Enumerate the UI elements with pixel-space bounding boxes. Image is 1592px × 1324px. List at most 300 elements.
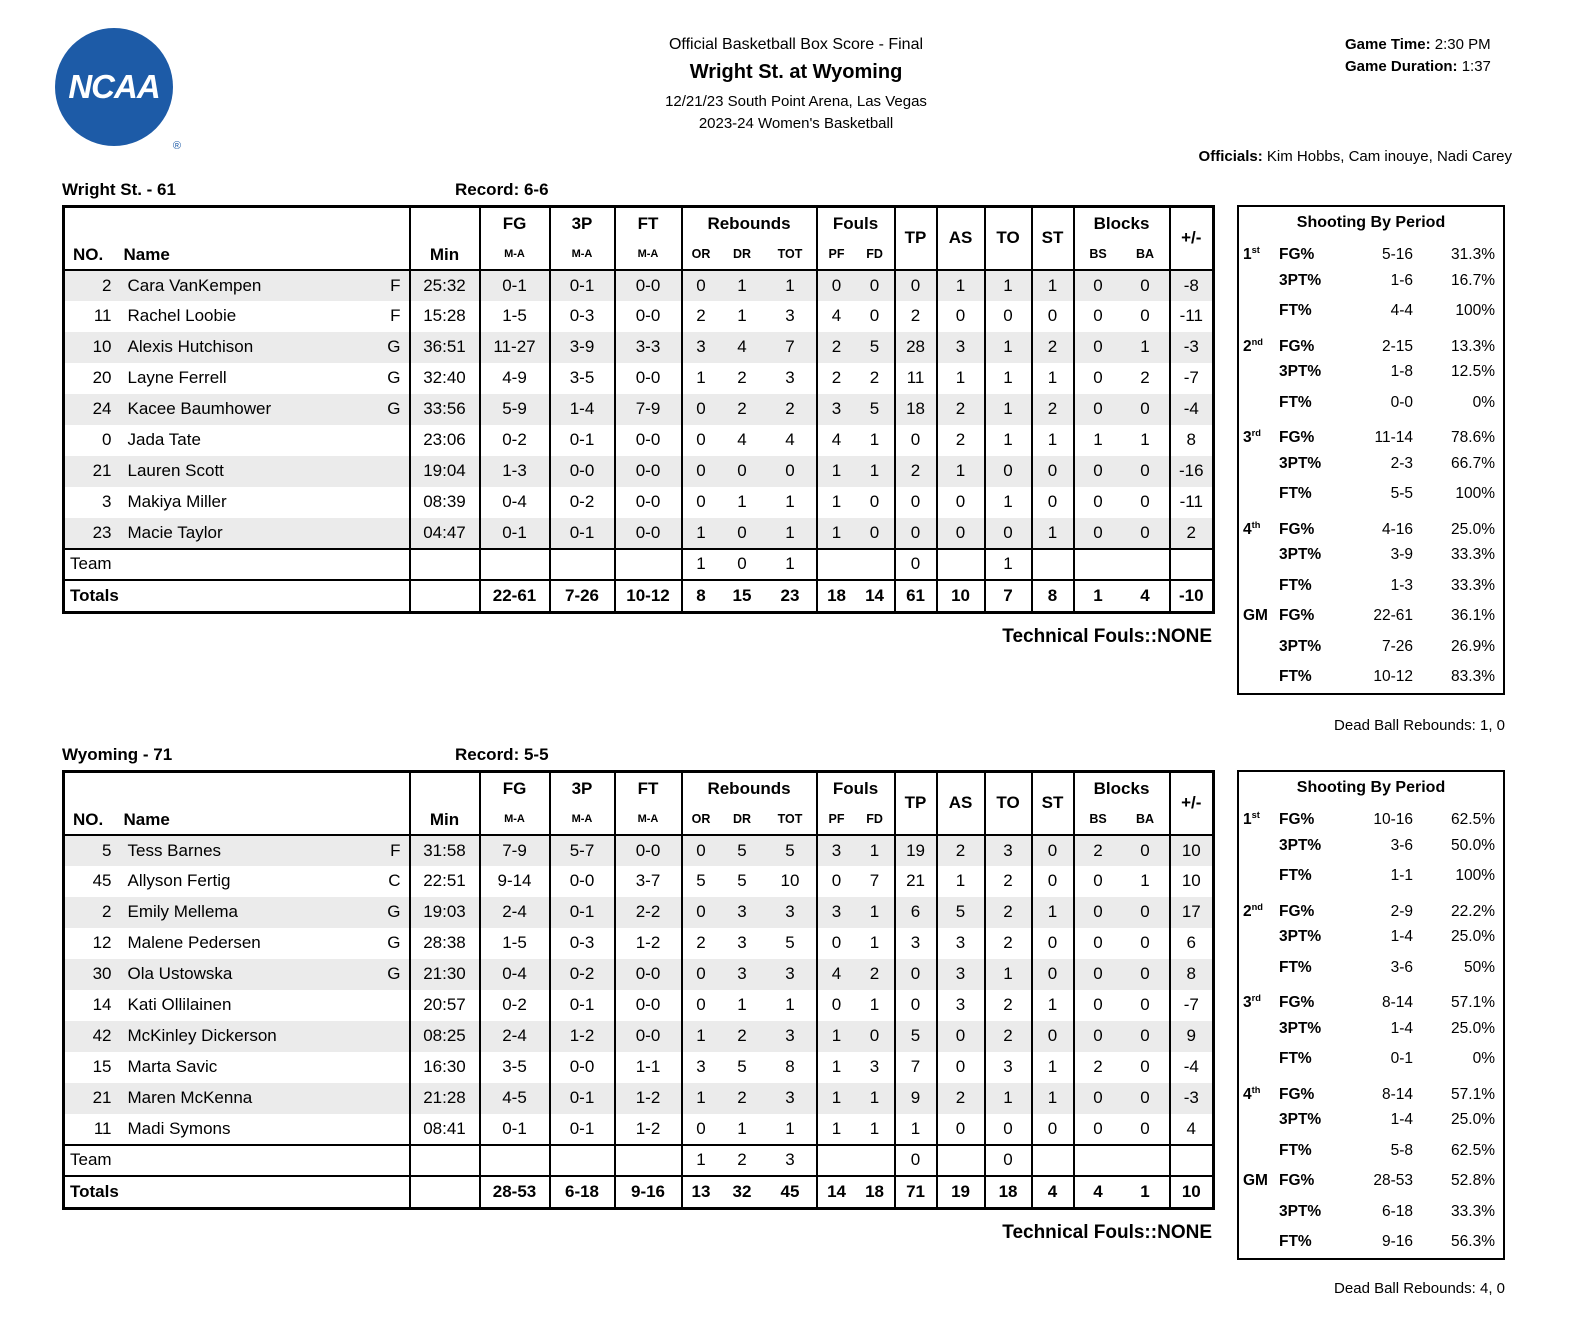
percentage-value: 50.0% xyxy=(1451,836,1495,854)
stat-min: 21:28 xyxy=(410,1083,480,1114)
stat-st: 2 xyxy=(1032,394,1074,425)
stat-as: 3 xyxy=(937,959,985,990)
stat-pm: -11 xyxy=(1179,492,1203,511)
stat-ft: 0-0 xyxy=(615,990,682,1021)
team-stat-tot: 1 xyxy=(765,549,817,580)
col-header-rebounds: Rebounds xyxy=(682,207,817,240)
stat-ft: 1-2 xyxy=(615,928,682,959)
stat-or: 0 xyxy=(696,1118,706,1138)
player-name: Jada Tate xyxy=(127,430,201,449)
player-row xyxy=(64,959,1214,990)
stat-min: 16:30 xyxy=(410,1052,480,1083)
percentage-value: 12.5% xyxy=(1451,363,1495,380)
player-number: 2 xyxy=(102,275,112,295)
stat-st: 1 xyxy=(1032,1083,1074,1114)
player-row xyxy=(64,270,1214,301)
shooting-row xyxy=(1239,1014,1503,1045)
player-row xyxy=(64,301,1214,332)
game-duration-value: 1:37 xyxy=(1461,58,1491,75)
stat-ft: 0-0 xyxy=(615,1021,682,1052)
stat-fg: 2-4 xyxy=(480,897,550,928)
stat-tot: 1 xyxy=(765,1114,817,1145)
stat-tp: 11 xyxy=(895,363,937,394)
player-position: G xyxy=(387,964,401,983)
stat-bs: 0 xyxy=(1093,1026,1103,1045)
game-date-venue: 12/21/23 South Point Arena, Las Vegas xyxy=(665,93,927,110)
shooting-row xyxy=(1239,662,1503,693)
percentage-value: 62.5% xyxy=(1451,1141,1495,1159)
stat-to: 0 xyxy=(985,301,1032,332)
stat-pm: -8 xyxy=(1183,275,1199,295)
registered-mark-icon: ® xyxy=(172,140,181,152)
made-attempted-value: 3-6 xyxy=(1390,958,1413,976)
period-label: 3rd xyxy=(1243,993,1261,1012)
made-attempted-value: 1-4 xyxy=(1390,1019,1413,1037)
player-name: Kati Ollilainen xyxy=(127,995,232,1014)
made-attempted-value: 6-18 xyxy=(1381,1202,1413,1220)
col-subheader-pf: PF xyxy=(828,812,845,826)
percentage-value: 100% xyxy=(1455,867,1495,884)
stat-to: 0 xyxy=(985,456,1032,487)
stat-to: 2 xyxy=(985,897,1032,928)
player-name-cell xyxy=(122,1021,410,1052)
made-attempted-value: 8-14 xyxy=(1381,1085,1413,1103)
shot-type-label: 3PT% xyxy=(1279,546,1322,563)
col-header-number: NO. xyxy=(73,244,104,264)
stat-or: 0 xyxy=(696,902,706,921)
percentage-value: 50% xyxy=(1463,958,1495,976)
dead-ball-rebounds: Dead Ball Rebounds: 4, 0 xyxy=(1334,1280,1505,1297)
stat-dr: 1 xyxy=(737,275,747,295)
stat-tp: 1 xyxy=(895,1114,937,1145)
shot-type-label: FT% xyxy=(1279,576,1312,594)
total-ft: 10-12 xyxy=(615,580,682,613)
period-label: GM xyxy=(1243,1172,1268,1189)
shooting-row xyxy=(1239,1075,1503,1106)
team-stat-tp: 0 xyxy=(895,1145,937,1176)
stat-pf: 1 xyxy=(831,461,842,480)
stat-min: 21:30 xyxy=(410,959,480,990)
stat-pf: 0 xyxy=(831,275,842,295)
stat-dr: 0 xyxy=(737,522,747,542)
shot-type-label: FT% xyxy=(1279,958,1312,976)
col-header-min: Min xyxy=(410,207,480,270)
shooting-row xyxy=(1239,479,1503,510)
shooting-row xyxy=(1239,861,1503,892)
stat-pf: 2 xyxy=(831,368,842,387)
shot-type-label: 3PT% xyxy=(1279,637,1322,655)
player-number: 10 xyxy=(92,337,112,356)
stat-or: 2 xyxy=(696,933,706,952)
stat-tp3: 0-2 xyxy=(550,487,615,518)
player-name-cell xyxy=(122,1114,410,1145)
stat-fd: 3 xyxy=(856,1052,895,1083)
stat-fd: 1 xyxy=(856,1114,895,1145)
percentage-value: 25.0% xyxy=(1451,1111,1495,1128)
percentage-value: 22.2% xyxy=(1451,902,1495,920)
stat-dr: 1 xyxy=(737,1118,747,1138)
player-name: Layne Ferrell xyxy=(127,368,227,387)
stat-ba: 1 xyxy=(1122,332,1170,363)
stat-tot: 3 xyxy=(765,1021,817,1052)
player-row xyxy=(64,866,1214,897)
team-stat-fd xyxy=(856,1145,895,1176)
stat-st: 0 xyxy=(1032,835,1074,866)
team-stat-pf xyxy=(817,549,856,580)
stat-dr: 3 xyxy=(737,964,747,983)
stat-ba: 0 xyxy=(1122,835,1170,866)
stat-dr: 2 xyxy=(737,1088,747,1107)
team-stat-dr: 2 xyxy=(737,1150,747,1169)
stat-pf: 4 xyxy=(831,430,842,449)
stat-ba: 0 xyxy=(1122,301,1170,332)
totals-row xyxy=(64,1176,1214,1209)
shot-type-label: FT% xyxy=(1279,302,1312,319)
total-min xyxy=(410,1176,480,1209)
col-header-blocks: Blocks xyxy=(1074,772,1170,805)
shot-type-label: FT% xyxy=(1279,393,1312,411)
player-row xyxy=(64,1083,1214,1114)
made-attempted-value: 8-14 xyxy=(1381,994,1413,1012)
stat-tp: 0 xyxy=(895,990,937,1021)
total-bs: 4 xyxy=(1093,1181,1103,1201)
col-subheader-fd: FD xyxy=(856,240,895,270)
team-stat-st xyxy=(1032,1145,1074,1176)
player-name: Madi Symons xyxy=(127,1118,231,1138)
stat-bs: 2 xyxy=(1093,840,1103,860)
stat-ft: 0-0 xyxy=(615,487,682,518)
col-subheader-ft-ma: M-A xyxy=(615,805,682,835)
stat-bs: 0 xyxy=(1093,871,1103,890)
stat-pf: 1 xyxy=(831,1057,842,1076)
stat-to: 1 xyxy=(985,394,1032,425)
stat-dr: 5 xyxy=(737,871,747,890)
stat-tot: 3 xyxy=(765,897,817,928)
stat-or: 3 xyxy=(696,337,706,356)
col-header-fouls: Fouls xyxy=(817,772,895,805)
team-stat-tp3 xyxy=(550,549,615,580)
stat-tp3: 0-2 xyxy=(550,959,615,990)
player-row xyxy=(64,1114,1214,1145)
stat-tp: 18 xyxy=(895,394,937,425)
team-stat-or: 1 xyxy=(696,554,706,573)
box-score-table xyxy=(62,770,1215,1210)
stat-pm: -4 xyxy=(1183,399,1199,418)
stat-fd: 1 xyxy=(856,835,895,866)
stat-ft: 0-0 xyxy=(615,363,682,394)
stat-ba: 0 xyxy=(1122,270,1170,301)
stat-tp: 0 xyxy=(895,425,937,456)
shot-type-label: FT% xyxy=(1279,668,1312,685)
shooting-panel-title: Shooting By Period xyxy=(1296,214,1446,231)
shot-type-label: FG% xyxy=(1279,1172,1315,1189)
col-header-3p: 3P xyxy=(550,772,615,805)
stat-pm: 2 xyxy=(1186,522,1197,542)
stat-ba: 0 xyxy=(1122,1083,1170,1114)
player-rows xyxy=(64,835,1214,1209)
stat-st: 0 xyxy=(1032,456,1074,487)
stat-or: 5 xyxy=(696,871,706,890)
stat-min: 04:47 xyxy=(410,518,480,549)
made-attempted-value: 0-1 xyxy=(1390,1050,1413,1067)
player-number: 12 xyxy=(92,933,112,952)
made-attempted-value: 28-53 xyxy=(1373,1172,1413,1189)
stat-tp: 3 xyxy=(895,928,937,959)
stat-tp: 2 xyxy=(895,301,937,332)
made-attempted-value: 3-9 xyxy=(1390,546,1413,563)
stat-pf: 1 xyxy=(831,522,842,542)
shot-type-label: 3PT% xyxy=(1279,1019,1322,1037)
stat-to: 2 xyxy=(985,866,1032,897)
stat-ba: 0 xyxy=(1122,1021,1170,1052)
total-as: 10 xyxy=(937,580,985,613)
total-tot: 45 xyxy=(765,1176,817,1209)
stat-bs: 0 xyxy=(1093,275,1103,295)
total-pf: 14 xyxy=(827,1181,846,1201)
stat-tp3: 0-1 xyxy=(550,270,615,301)
made-attempted-value: 3-6 xyxy=(1390,836,1413,854)
percentage-value: 25.0% xyxy=(1451,520,1495,538)
shot-type-label: FT% xyxy=(1279,867,1312,884)
stat-or: 0 xyxy=(696,995,706,1014)
stat-to: 2 xyxy=(985,1021,1032,1052)
player-name-cell xyxy=(122,959,410,990)
stat-as: 2 xyxy=(937,835,985,866)
stat-min: 19:04 xyxy=(410,456,480,487)
team-stat-or: 1 xyxy=(696,1150,706,1169)
made-attempted-value: 10-12 xyxy=(1373,668,1413,685)
player-name-cell xyxy=(122,518,410,549)
stat-fg: 5-9 xyxy=(480,394,550,425)
totals-label: Totals xyxy=(64,580,410,613)
total-fg: 22-61 xyxy=(480,580,550,613)
stat-ft: 0-0 xyxy=(615,301,682,332)
stat-ft: 1-1 xyxy=(615,1052,682,1083)
stat-tp3: 0-1 xyxy=(550,518,615,549)
made-attempted-value: 1-3 xyxy=(1390,576,1413,594)
team-stat-min xyxy=(410,549,480,580)
total-tot: 23 xyxy=(765,580,817,613)
player-name-cell xyxy=(122,866,410,897)
team-name: Wright St. - 61 xyxy=(62,180,176,199)
matchup-title: Wright St. at Wyoming xyxy=(689,61,903,83)
shooting-row xyxy=(1239,1136,1503,1167)
percentage-value: 57.1% xyxy=(1451,994,1495,1012)
col-header-plusminus: +/- xyxy=(1181,228,1202,248)
stat-or: 0 xyxy=(696,430,706,449)
made-attempted-value: 2-9 xyxy=(1390,902,1413,920)
team-stat-tp3 xyxy=(550,1145,615,1176)
total-pm: 10 xyxy=(1181,1181,1201,1201)
col-header-name: Name xyxy=(122,207,410,270)
team-stat-ba xyxy=(1122,1145,1170,1176)
game-duration-line xyxy=(1345,56,1491,78)
stat-ba: 0 xyxy=(1122,1052,1170,1083)
shooting-row xyxy=(1239,357,1503,388)
shot-type-label: FT% xyxy=(1279,1233,1312,1250)
percentage-value: 83.3% xyxy=(1451,668,1495,685)
dead-ball-rebounds: Dead Ball Rebounds: 1, 0 xyxy=(1334,717,1505,734)
percentage-value: 62.5% xyxy=(1451,811,1495,829)
team-stat-as xyxy=(937,1145,985,1176)
period-label: 1st xyxy=(1243,810,1260,829)
player-number: 14 xyxy=(92,995,112,1014)
stat-dr: 1 xyxy=(737,306,747,325)
shot-type-label: FG% xyxy=(1279,337,1315,355)
player-number: 20 xyxy=(92,368,112,387)
stat-tot: 1 xyxy=(765,990,817,1021)
player-name: Emily Mellema xyxy=(127,902,239,921)
col-header-as: AS xyxy=(937,207,985,270)
player-position: G xyxy=(387,368,401,387)
col-header-tp: TP xyxy=(895,772,937,835)
stat-fg: 7-9 xyxy=(480,835,550,866)
shooting-row xyxy=(1239,1197,1503,1228)
stat-tp3: 3-9 xyxy=(550,332,615,363)
stat-pf: 2 xyxy=(831,337,842,356)
total-or: 8 xyxy=(696,585,706,605)
shot-type-label: FG% xyxy=(1279,1085,1315,1103)
player-position: G xyxy=(387,902,401,921)
player-name-cell xyxy=(122,456,410,487)
total-pm: -10 xyxy=(1178,585,1204,605)
col-subheader-tot: TOT xyxy=(765,240,817,270)
stat-min: 31:58 xyxy=(410,835,480,866)
player-number: 21 xyxy=(92,461,112,480)
team-row-label: Team xyxy=(64,549,410,580)
shooting-row xyxy=(1239,235,1503,266)
team-stat-st xyxy=(1032,549,1074,580)
stat-ba: 0 xyxy=(1122,456,1170,487)
stat-pm: 6 xyxy=(1186,933,1197,952)
percentage-value: 0% xyxy=(1472,393,1495,411)
team-stat-bs xyxy=(1074,1145,1122,1176)
shot-type-label: FG% xyxy=(1279,246,1315,264)
shooting-rows xyxy=(1239,800,1503,1258)
stat-tp3: 1-2 xyxy=(550,1021,615,1052)
stat-pf: 1 xyxy=(831,1026,842,1045)
stat-bs: 0 xyxy=(1093,995,1103,1014)
stat-st: 1 xyxy=(1032,518,1074,549)
shot-type-label: FT% xyxy=(1279,1050,1312,1067)
stat-tp3: 0-1 xyxy=(550,897,615,928)
stat-as: 5 xyxy=(937,897,985,928)
shooting-row xyxy=(1239,831,1503,862)
stat-fg: 2-4 xyxy=(480,1021,550,1052)
total-ba: 1 xyxy=(1122,1176,1170,1209)
stat-st: 1 xyxy=(1032,897,1074,928)
stat-pm: 4 xyxy=(1186,1118,1197,1138)
player-name: Ola Ustowska xyxy=(127,964,233,983)
stat-st: 1 xyxy=(1032,1052,1074,1083)
stat-bs: 0 xyxy=(1093,933,1103,952)
stat-st: 0 xyxy=(1032,1021,1074,1052)
made-attempted-value: 2-3 xyxy=(1390,454,1413,472)
stat-fg: 4-9 xyxy=(480,363,550,394)
stat-as: 0 xyxy=(937,1114,985,1145)
total-pf: 18 xyxy=(827,585,846,605)
stat-pm: -7 xyxy=(1183,368,1199,387)
stat-tot: 1 xyxy=(765,487,817,518)
stat-to: 0 xyxy=(985,1114,1032,1145)
percentage-value: 25.0% xyxy=(1451,1019,1495,1037)
shot-type-label: 3PT% xyxy=(1279,1111,1322,1128)
team-stat-ft xyxy=(615,549,682,580)
stat-bs: 2 xyxy=(1093,1057,1103,1076)
stat-dr: 3 xyxy=(737,902,747,921)
team-row xyxy=(64,549,1214,580)
col-header-as: AS xyxy=(937,772,985,835)
period-label: 3rd xyxy=(1243,428,1261,447)
stat-st: 1 xyxy=(1032,363,1074,394)
stat-fg: 9-14 xyxy=(480,866,550,897)
stat-or: 1 xyxy=(696,1026,706,1045)
made-attempted-value: 7-26 xyxy=(1381,637,1413,655)
stat-fg: 0-1 xyxy=(480,270,550,301)
shooting-by-period-panel xyxy=(1237,205,1505,695)
team-header-line xyxy=(62,180,1212,205)
stat-st: 0 xyxy=(1032,928,1074,959)
stat-ft: 0-0 xyxy=(615,835,682,866)
player-row xyxy=(64,518,1214,549)
stat-pf: 3 xyxy=(831,840,842,860)
stat-pm: 17 xyxy=(1181,902,1201,921)
shot-type-label: FG% xyxy=(1279,811,1315,829)
stat-to: 1 xyxy=(985,332,1032,363)
player-number: 2 xyxy=(102,902,112,921)
stat-min: 20:57 xyxy=(410,990,480,1021)
col-subheader-bs: BS xyxy=(1089,812,1107,826)
stat-to: 1 xyxy=(985,487,1032,518)
player-name-cell xyxy=(122,835,410,866)
team-stat-min xyxy=(410,1145,480,1176)
player-position: G xyxy=(387,399,401,418)
stat-pm: -3 xyxy=(1183,337,1199,356)
col-header-3p: 3P xyxy=(550,207,615,240)
made-attempted-value: 5-16 xyxy=(1381,246,1413,264)
technical-fouls-label: Technical Fouls: xyxy=(1002,1222,1151,1243)
stat-dr: 4 xyxy=(737,337,747,356)
percentage-value: 100% xyxy=(1455,302,1495,319)
percentage-value: 33.3% xyxy=(1451,1202,1495,1220)
stat-tp: 5 xyxy=(895,1021,937,1052)
col-header-tp: TP xyxy=(895,207,937,270)
team-stat-pm xyxy=(1170,549,1214,580)
stat-pm: -4 xyxy=(1183,1057,1199,1076)
player-number: 11 xyxy=(93,1118,112,1138)
stat-pf: 1 xyxy=(831,492,842,511)
player-name-cell xyxy=(122,1083,410,1114)
made-attempted-value: 22-61 xyxy=(1373,607,1413,624)
technical-fouls-value: :NONE xyxy=(1150,1222,1212,1243)
stat-or: 0 xyxy=(696,399,706,418)
stat-to: 1 xyxy=(985,1083,1032,1114)
player-row xyxy=(64,928,1214,959)
period-label: 4th xyxy=(1243,519,1261,538)
stat-st: 0 xyxy=(1032,1114,1074,1145)
period-label: GM xyxy=(1243,607,1268,624)
team-stat-dr: 0 xyxy=(737,554,747,573)
col-header-blocks: Blocks xyxy=(1074,207,1170,240)
stat-tp3: 0-1 xyxy=(550,990,615,1021)
player-position: F xyxy=(390,840,401,860)
stat-or: 1 xyxy=(696,522,706,542)
stat-fd: 5 xyxy=(856,394,895,425)
stat-fg: 1-5 xyxy=(480,301,550,332)
stat-min: 28:38 xyxy=(410,928,480,959)
stat-ba: 0 xyxy=(1122,394,1170,425)
percentage-value: 66.7% xyxy=(1451,454,1495,472)
